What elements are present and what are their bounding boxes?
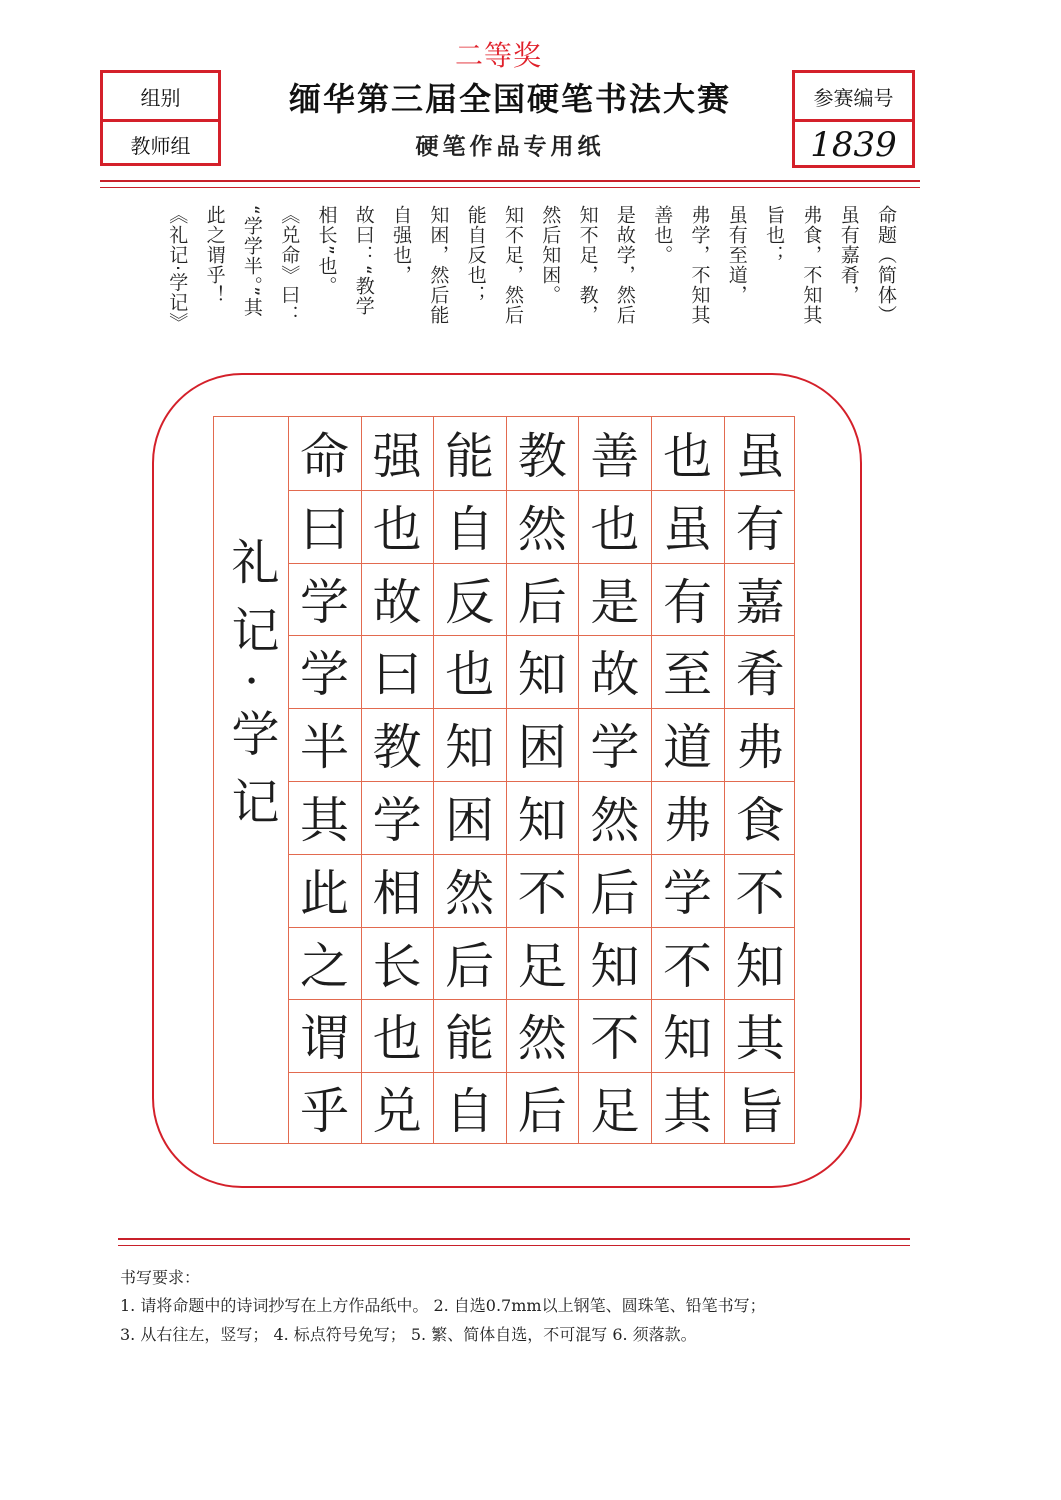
bottom-rule-2 bbox=[118, 1245, 910, 1246]
work-title: 礼记·学记 bbox=[223, 537, 279, 845]
calligraphy-character: 自 bbox=[445, 500, 495, 558]
prompt-column: 命题（简体） bbox=[875, 205, 897, 325]
prompt-column: 知不足，教， bbox=[576, 205, 599, 325]
calligraphy-character: 后 bbox=[517, 1083, 567, 1141]
calligraphy-character: 足 bbox=[517, 937, 567, 995]
prompt-column: 是故学，然后 bbox=[613, 205, 636, 325]
calligraphy-character: 学 bbox=[372, 792, 422, 849]
prompt-column: 知困，然后能 bbox=[427, 205, 450, 325]
calligraphy-character: 善 bbox=[590, 428, 640, 485]
calligraphy-character: 学 bbox=[299, 573, 349, 631]
entry-box bbox=[792, 70, 915, 168]
calligraphy-character: 也 bbox=[662, 428, 712, 485]
calligraphy-character: 谓 bbox=[299, 1010, 349, 1068]
calligraphy-character: 有 bbox=[735, 500, 785, 558]
calligraphy-character: 知 bbox=[517, 792, 567, 849]
group-value: 教师组 bbox=[130, 133, 191, 158]
prompt-column: 虽有至道， bbox=[725, 205, 748, 305]
requirements-line-2: 3. 从右往左，竖写； 4. 标点符号免写； 5. 繁、简体自选，不可混写 6. 须落款。 bbox=[120, 1325, 697, 1344]
calligraphy-character: 然 bbox=[517, 500, 567, 558]
prompt-column: 弗食，不知其 bbox=[800, 205, 823, 325]
calligraphy-character: 知 bbox=[735, 937, 785, 995]
calligraphy-character: 道 bbox=[662, 719, 712, 777]
calligraphy-character: 弗 bbox=[662, 792, 712, 849]
prompt-column: 然后知困。 bbox=[539, 205, 562, 305]
calligraphy-character: 有 bbox=[662, 573, 712, 631]
calligraphy-character: 困 bbox=[445, 792, 495, 849]
calligraphy-character: 此 bbox=[299, 864, 349, 922]
calligraphy-character: 其 bbox=[299, 792, 349, 849]
award-label: 二等奖 bbox=[455, 39, 543, 72]
prompt-column: 善也。 bbox=[651, 205, 674, 265]
calligraphy-character: 旨 bbox=[735, 1083, 785, 1141]
calligraphy-character: 然 bbox=[445, 864, 495, 922]
calligraphy-character: 学 bbox=[590, 719, 640, 777]
prompt-column: 知不足，然后 bbox=[502, 205, 524, 325]
calligraphy-character: 强 bbox=[372, 428, 422, 485]
calligraphy-character: 知 bbox=[590, 937, 640, 995]
bottom-rule-1 bbox=[118, 1238, 910, 1240]
calligraphy-character: 至 bbox=[662, 646, 712, 704]
page-subtitle: 硬笔作品专用纸 bbox=[415, 133, 605, 160]
prompt-column: 虽有嘉肴， bbox=[837, 205, 860, 305]
calligraphy-character: 肴 bbox=[735, 646, 785, 704]
prompt-column: 能自反也； bbox=[464, 205, 487, 305]
calligraphy-character: 是 bbox=[590, 573, 640, 631]
prompt-column: 相长”也。 bbox=[315, 205, 338, 296]
group-box bbox=[100, 70, 221, 166]
calligraphy-character: 虽 bbox=[735, 428, 785, 485]
prompt-column: 自强也， bbox=[390, 205, 413, 285]
calligraphy-character: 困 bbox=[517, 719, 567, 777]
calligraphy-character: 不 bbox=[517, 864, 567, 922]
calligraphy-character: 食 bbox=[735, 792, 785, 849]
calligraphy-character: 能 bbox=[445, 428, 495, 485]
calligraphy-character: 不 bbox=[590, 1010, 640, 1068]
calligraphy-grid bbox=[213, 416, 795, 1144]
calligraphy-character: 乎 bbox=[299, 1083, 349, 1141]
page-title: 缅华第三届全国硬笔书法大赛 bbox=[288, 80, 731, 118]
requirements-line-1: 1. 请将命题中的诗词抄写在上方作品纸中。 2. 自选0.7mm以上钢笔、圆珠笔、铅笔书写； bbox=[120, 1296, 766, 1315]
calligraphy-character: 教 bbox=[517, 428, 567, 485]
calligraphy-character: 弗 bbox=[735, 719, 785, 777]
calligraphy-character: 虽 bbox=[662, 500, 712, 558]
calligraphy-character: 后 bbox=[445, 937, 495, 995]
calligraphy-character: 不 bbox=[735, 864, 785, 922]
calligraphy-character: 兑 bbox=[372, 1083, 422, 1141]
calligraphy-character: 学 bbox=[299, 646, 349, 704]
calligraphy-character: 后 bbox=[590, 864, 640, 922]
prompt-column: “学学半。”其 bbox=[240, 205, 263, 318]
calligraphy-character: 也 bbox=[372, 1010, 422, 1068]
calligraphy-character: 自 bbox=[445, 1083, 495, 1141]
calligraphy-character: 也 bbox=[372, 500, 422, 558]
calligraphy-character: 命 bbox=[299, 428, 349, 485]
calligraphy-character: 故 bbox=[590, 646, 640, 704]
prompt-column: 弗学，不知其 bbox=[688, 205, 711, 325]
calligraphy-character: 反 bbox=[445, 573, 495, 631]
top-rule-1 bbox=[100, 180, 920, 182]
calligraphy-character: 相 bbox=[372, 864, 422, 922]
calligraphy-character: 能 bbox=[445, 1010, 495, 1068]
entry-label: 参赛编号 bbox=[813, 85, 894, 110]
calligraphy-character: 半 bbox=[299, 719, 349, 777]
calligraphy-character: 也 bbox=[445, 646, 495, 704]
calligraphy-character: 曰 bbox=[372, 646, 422, 704]
group-label: 组别 bbox=[140, 85, 181, 110]
calligraphy-character: 知 bbox=[445, 719, 495, 777]
prompt-column: 此之谓乎！ bbox=[203, 205, 226, 305]
calligraphy-character: 知 bbox=[517, 646, 567, 704]
calligraphy-character: 学 bbox=[662, 864, 712, 922]
requirements-heading: 书写要求： bbox=[120, 1268, 201, 1287]
calligraphy-character: 其 bbox=[735, 1010, 785, 1068]
calligraphy-character: 教 bbox=[372, 719, 422, 777]
top-rule-2 bbox=[100, 187, 920, 188]
calligraphy-character: 后 bbox=[517, 573, 567, 631]
calligraphy-character: 曰 bbox=[299, 500, 349, 558]
prompt-column: 《兑命》曰： bbox=[278, 205, 301, 325]
calligraphy-character: 之 bbox=[299, 937, 349, 995]
prompt-column: 旨也； bbox=[763, 205, 786, 265]
calligraphy-character: 不 bbox=[662, 937, 712, 995]
calligraphy-character: 然 bbox=[590, 792, 640, 849]
calligraphy-character: 知 bbox=[662, 1010, 712, 1068]
prompt-column: 故曰：“教学 bbox=[352, 205, 375, 316]
calligraphy-character: 故 bbox=[372, 573, 422, 631]
calligraphy-character: 嘉 bbox=[735, 573, 785, 631]
calligraphy-character: 其 bbox=[662, 1083, 712, 1141]
prompt-column: 《礼记·学记》 bbox=[166, 205, 189, 333]
calligraphy-character: 也 bbox=[590, 500, 640, 558]
calligraphy-character: 然 bbox=[517, 1010, 567, 1068]
entry-number: 1839 bbox=[810, 125, 897, 165]
calligraphy-character: 足 bbox=[590, 1083, 640, 1141]
calligraphy-character: 长 bbox=[372, 937, 422, 995]
